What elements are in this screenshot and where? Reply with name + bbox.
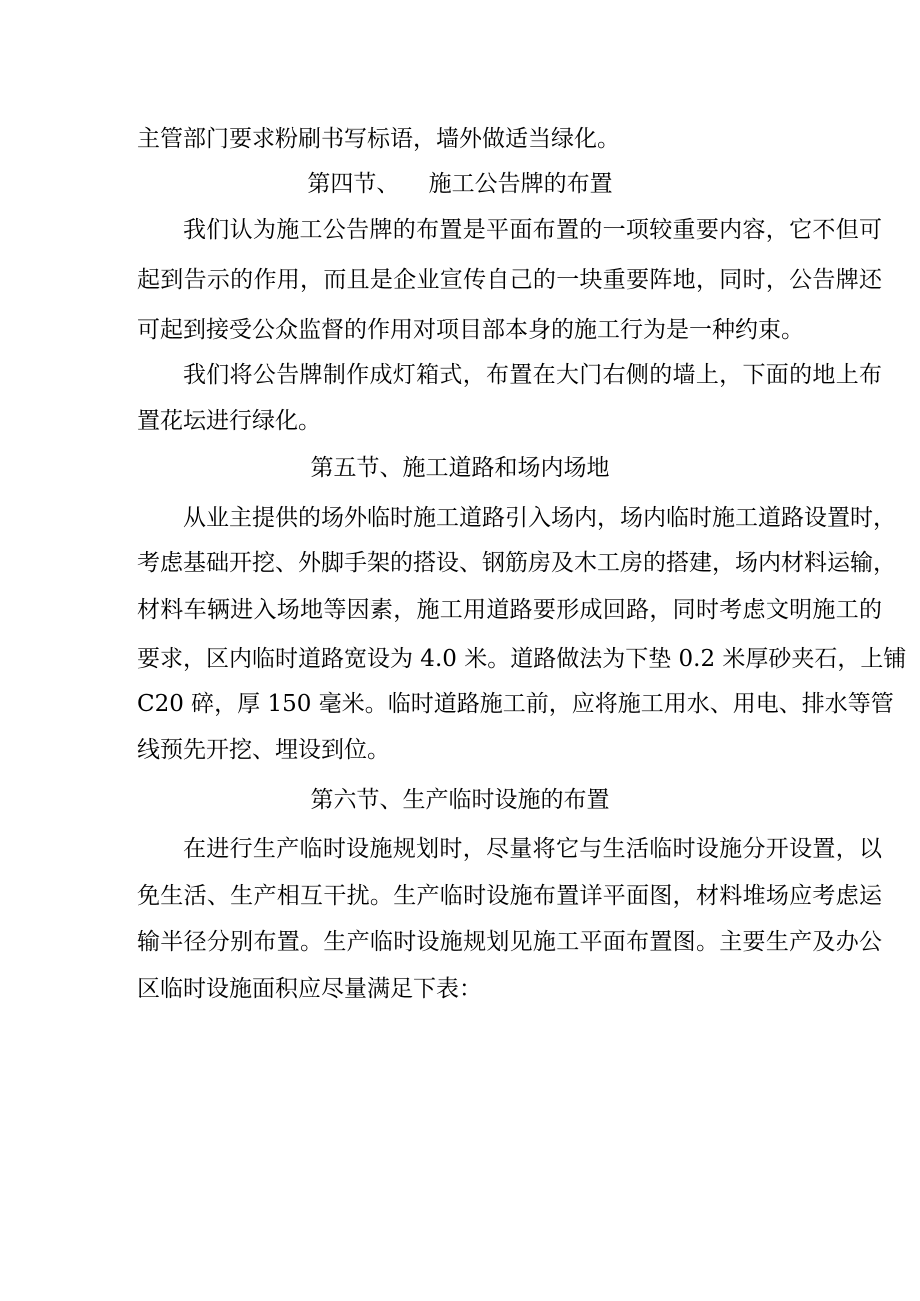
section-5-paragraph-1-line-2: 考虑基础开挖、外脚手架的搭设、钢筋房及木工房的搭建，场内材料运输， [137, 550, 896, 576]
section-5-paragraph-1-line-4: 要求，区内临时道路宽设为 4.0 米。道路做法为下垫 0.2 米厚砂夹石，上铺 [137, 646, 907, 672]
section-4-paragraph-2-line-2: 置花坛进行绿化。 [137, 408, 321, 434]
section-4-paragraph-1-line-3: 可起到接受公众监督的作用对项目部本身的施工行为是一种约束。 [137, 317, 804, 343]
section-6-paragraph-1-line-4: 区临时设施面积应尽量满足下表： [137, 976, 482, 1002]
section-5-paragraph-1-line-1: 从业主提供的场外临时施工道路引入场内，场内临时施工道路设置时， [183, 505, 896, 531]
section-6-paragraph-1-line-3: 输半径分别布置。生产临时设施规划见施工平面布置图。主要生产及办公 [137, 929, 882, 955]
section-5-paragraph-1-line-3: 材料车辆进入场地等因素，施工用道路要形成回路，同时考虑文明施工的 [137, 597, 882, 623]
section-6-paragraph-1-line-1: 在进行生产临时设施规划时，尽量将它与生活临时设施分开设置，以 [183, 836, 882, 862]
section-6-heading: 第六节、生产临时设施的布置 [310, 787, 610, 813]
intro-line-1: 主管部门要求粉刷书写标语，墙外做适当绿化。 [137, 126, 620, 152]
section-4-paragraph-1-line-1: 我们认为施工公告牌的布置是平面布置的一项较重要内容，它不但可 [183, 217, 882, 243]
section-4-heading: 第四节、 施工公告牌的布置 [307, 171, 613, 197]
section-4-paragraph-1-line-2: 起到告示的作用，而且是企业宣传自己的一块重要阵地，同时，公告牌还 [137, 267, 882, 293]
section-6-paragraph-1-line-2: 免生活、生产相互干扰。生产临时设施布置详平面图，材料堆场应考虑运 [137, 883, 882, 909]
section-5-heading: 第五节、施工道路和场内场地 [310, 455, 610, 481]
section-5-paragraph-1-line-6: 线预先开挖、埋设到位。 [137, 737, 390, 763]
section-4-paragraph-2-line-1: 我们将公告牌制作成灯箱式，布置在大门右侧的墙上，下面的地上布 [183, 362, 882, 388]
section-5-paragraph-1-line-5: C20 碎，厚 150 毫米。临时道路施工前，应将施工用水、用电、排水等管 [137, 691, 894, 717]
